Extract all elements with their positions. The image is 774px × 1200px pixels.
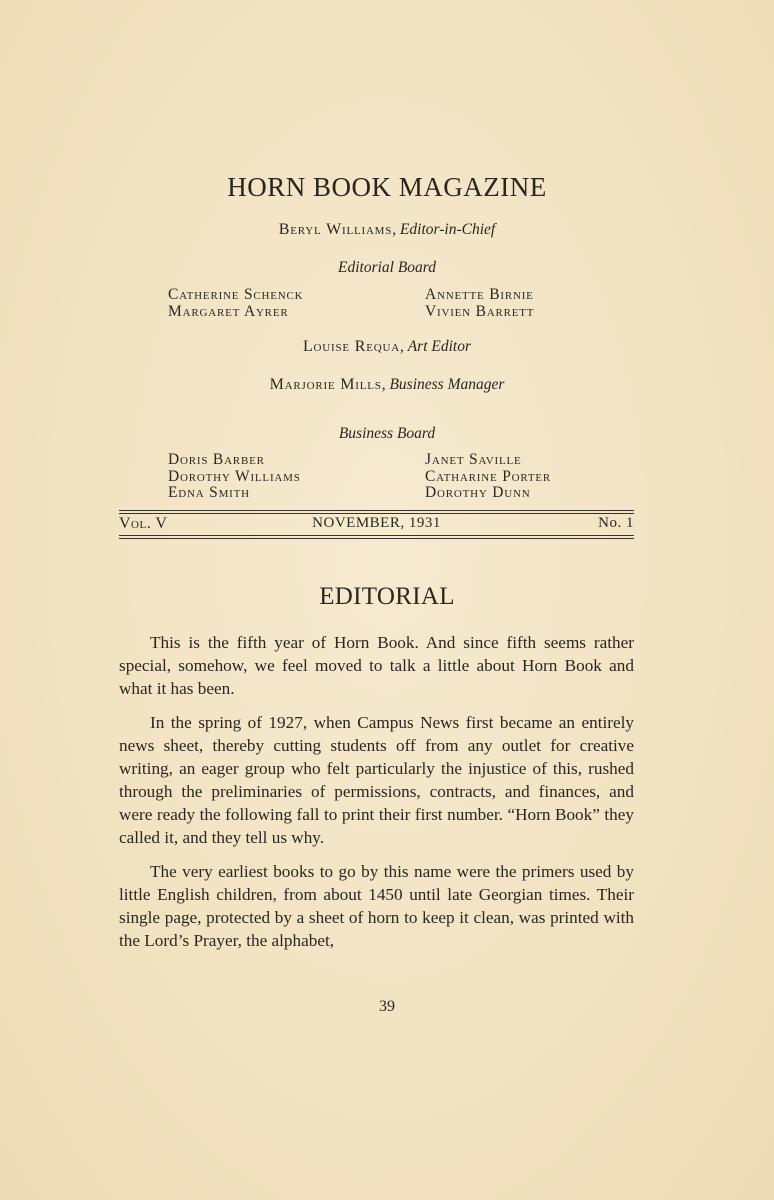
art-editor-name: Louise Requa: [302, 338, 400, 355]
editorial-board-heading: Editorial Board: [337, 259, 437, 276]
business-board-member: Dorothy Dunn: [425, 484, 531, 501]
art-editor-role: Art Editor: [407, 338, 472, 355]
volume-label: Vol. V: [119, 515, 168, 532]
editorial-board-right-column: [425, 287, 534, 320]
business-board-member: Doris Barber: [168, 451, 265, 468]
business-manager-name: Marjorie Mills: [269, 376, 382, 393]
issue-number: No. 1: [598, 515, 634, 531]
editorial-paragraph: This is the fifth year of Horn Book. And since fifth seems rather special, somehow, we feel moved to talk a little about Horn Book and what it has been.: [119, 633, 634, 698]
issue-date: NOVEMBER, 1931: [312, 515, 441, 531]
editor-in-chief-role: Editor-in-Chief: [399, 221, 496, 238]
editorial-board-member: Vivien Barrett: [425, 302, 535, 320]
business-manager-line: Marjorie Mills, Business Manager: [269, 376, 505, 393]
top-rule-inner: [119, 513, 634, 514]
editorial-paragraph: The very earliest books to go by this name were the primers used by little English children, from about 1450 until late Georgian times. Their single page, protected by a sheet of horn to keep it clean, was printed with the Lord’s Prayer, the alphabet,: [119, 862, 634, 950]
editorial-board-member: Annette Birnie: [425, 286, 534, 303]
business-board-member: Catharine Porter: [425, 467, 552, 485]
editorial-heading: EDITORIAL: [319, 583, 455, 610]
editor-in-chief-name: Beryl Williams: [278, 221, 393, 238]
editorial-board-member: Margaret Ayrer: [168, 302, 289, 320]
editorial-board-left-column: [168, 287, 303, 320]
business-board-left-column: [168, 452, 301, 502]
art-editor-line: Louise Requa, Art Editor: [302, 338, 472, 355]
editorial-paragraph: In the spring of 1927, when Campus News first became an entirely news sheet, thereby cutting students off from any outlet for creative writing, an eager group who felt particularly the injustice of this, rushed through the preliminaries of permissions, contracts, and finances, and were ready the following fall to print their first number. “Horn Book” they called it, and they tell us why.: [119, 713, 634, 847]
business-board-heading: Business Board: [338, 425, 436, 442]
page-number: 39: [379, 998, 395, 1015]
editorial-body: [119, 631, 634, 963]
bottom-rule-outer: [119, 538, 634, 539]
business-board-member: Edna Smith: [168, 484, 250, 501]
bottom-rule-inner: [119, 535, 634, 536]
issue-info-row: [119, 515, 634, 535]
business-manager-role: Business Manager: [389, 376, 505, 393]
magazine-title: HORN BOOK MAGAZINE: [227, 172, 547, 202]
top-rule-outer: [119, 510, 634, 511]
editorial-board-member: Catherine Schenck: [168, 286, 304, 303]
business-board-right-column: [425, 452, 551, 502]
business-board-member: Dorothy Williams: [168, 467, 301, 485]
editor-in-chief-line: Beryl Williams, Editor-in-Chief: [278, 221, 496, 238]
business-board-member: Janet Saville: [425, 451, 522, 468]
